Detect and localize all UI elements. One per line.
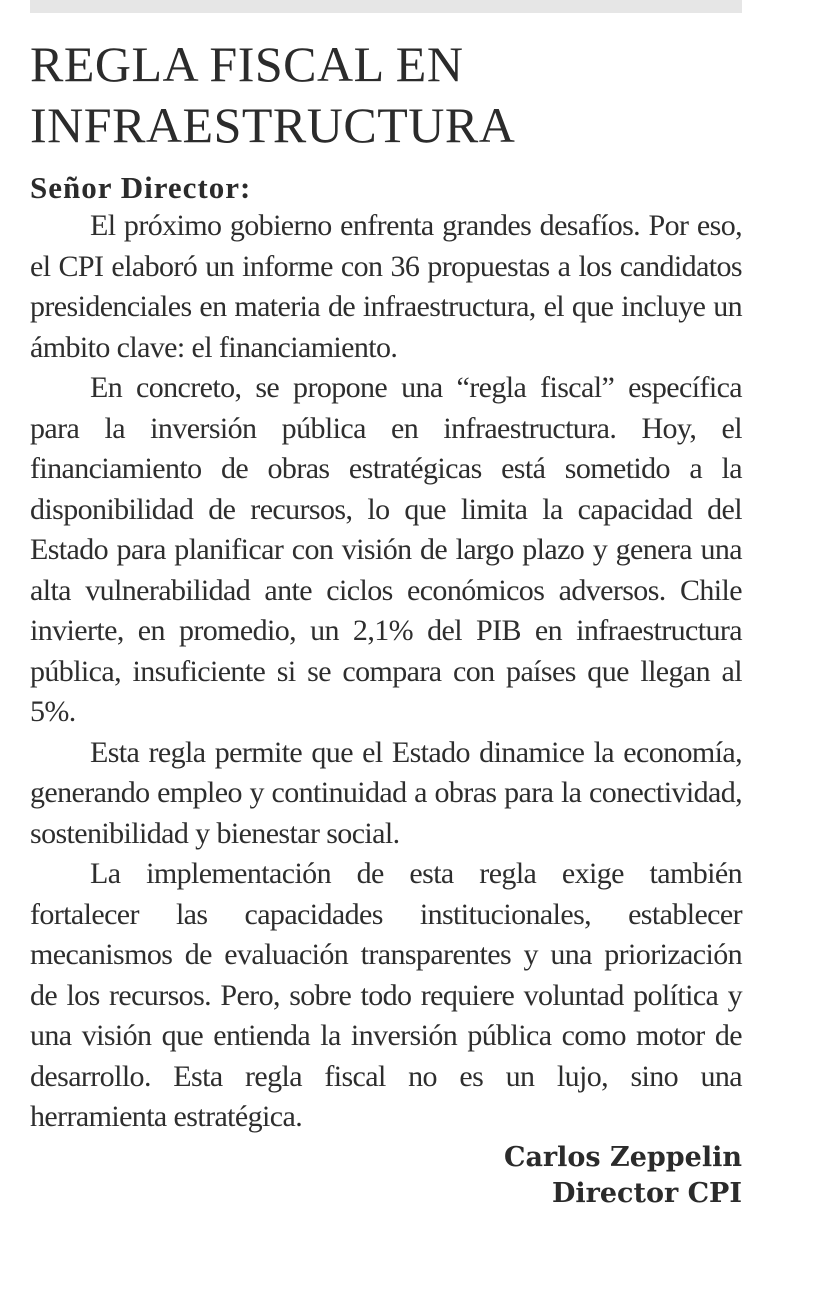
top-divider-bar xyxy=(30,0,742,13)
letter-article xyxy=(30,34,742,1212)
paragraph-1: El próximo gobierno enfrenta grandes desafíos. Por eso, el CPI elaboró un informe con 36 propuestas a los candidatos presidenciales en materia de infraestructura, el que incluye un ámbito clave: el financiamiento. xyxy=(30,209,742,364)
salutation: Señor Director: xyxy=(30,170,252,205)
signature-title: Director CPI xyxy=(551,1177,742,1209)
signature-block xyxy=(30,1140,742,1212)
headline-line-1: REGLA FISCAL EN xyxy=(30,36,464,92)
paragraph-3: Esta regla permite que el Estado dinamice la economía, generando empleo y continuidad a obras para la conectividad, sostenibilidad y bienestar social. xyxy=(30,735,742,850)
signature-name: Carlos Zeppelin xyxy=(503,1141,742,1173)
headline-line-2: INFRAESTRUCTURA xyxy=(30,97,516,153)
headline xyxy=(30,34,742,156)
paragraph-4: La implementación de esta regla exige también fortalecer las capacidades institucionales, establecer mecanismos de evaluación transparentes y una priorización de los recursos. Pero, sobre todo requiere voluntad política y una visión que entienda la inversión pública como motor de desarrollo. Esta regla fiscal no es un lujo, sino una herramienta estratégica. xyxy=(30,857,742,1133)
letter-body xyxy=(30,206,742,1138)
paragraph-2: En concreto, se propone una “regla fiscal” específica para la inversión pública en infraestructura. Hoy, el financiamiento de obras estratégicas está sometido a la disponibilidad de recursos, lo que limita la capacidad del Estado para planificar con visión de largo plazo y genera una alta vulnerabilidad ante ciclos económicos adversos. Chile invierte, en promedio, un 2,1% del PIB en infraestructura pública, insuficiente si se compara con países que llegan al 5%. xyxy=(30,371,742,728)
